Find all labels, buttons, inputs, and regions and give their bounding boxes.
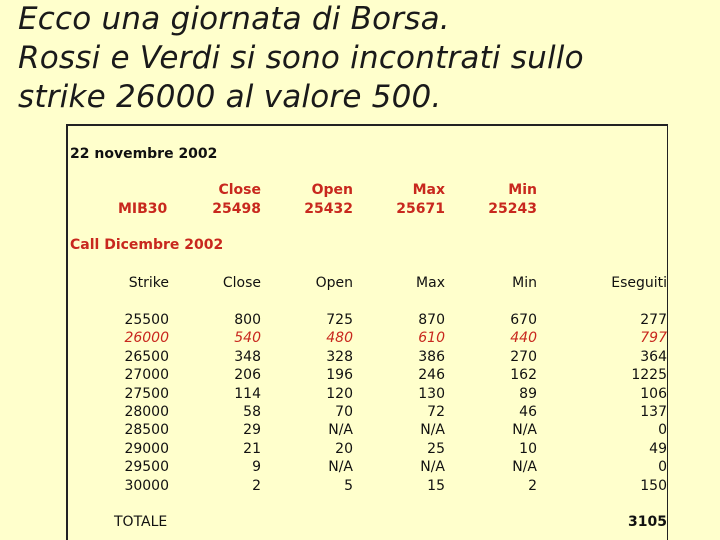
cell-max: 25: [427, 440, 445, 457]
title-line-3: strike 26000 al valore 500.: [18, 79, 442, 115]
cell-eseguiti: 797: [640, 330, 667, 347]
cell-eseguiti: 277: [640, 312, 667, 328]
cell-min: 10: [519, 440, 537, 457]
cell-strike: 28500: [124, 422, 169, 439]
cell-min: 89: [519, 385, 537, 402]
market-data-table: [66, 124, 668, 540]
cell-eseguiti: 0: [658, 422, 667, 439]
column-header-strike: Strike: [128, 275, 169, 291]
cell-open: 725: [326, 312, 353, 328]
cell-max: 130: [418, 385, 445, 402]
index-header-min: Min: [508, 182, 537, 198]
cell-strike: 27500: [124, 385, 169, 402]
cell-open: 20: [335, 440, 353, 457]
cell-strike: 30000: [124, 477, 169, 494]
slide-title: [18, 0, 584, 117]
cell-open: 328: [326, 348, 353, 365]
cell-strike: 29000: [124, 440, 169, 457]
cell-close: 58: [243, 404, 261, 420]
cell-strike: 28000: [124, 404, 169, 420]
cell-close: 348: [234, 348, 261, 365]
cell-open: N/A: [328, 459, 353, 476]
cell-open: 70: [335, 404, 353, 420]
cell-strike: 29500: [124, 459, 169, 476]
index-header-open: Open: [311, 182, 353, 198]
cell-max: 610: [418, 330, 445, 347]
cell-max: N/A: [420, 459, 445, 476]
cell-close: 800: [234, 312, 261, 328]
index-header-close: Close: [218, 182, 261, 198]
column-header-min: Min: [512, 275, 537, 291]
cell-close: 9: [252, 459, 261, 476]
cell-eseguiti: 49: [649, 440, 667, 457]
title-line-2: Rossi e Verdi si sono incontrati sullo: [18, 40, 584, 76]
cell-eseguiti: 364: [640, 348, 667, 365]
index-value-close: 25498: [212, 201, 261, 217]
cell-close: 21: [243, 440, 261, 457]
cell-min: 162: [510, 367, 537, 384]
total-label: TOTALE: [114, 514, 168, 530]
column-header-open: Open: [315, 275, 353, 291]
cell-close: 114: [234, 385, 261, 402]
total-value: 3105: [628, 514, 667, 530]
cell-close: 206: [234, 367, 261, 384]
cell-strike: 26500: [124, 348, 169, 365]
cell-min: 440: [510, 330, 537, 347]
options-title: Call Dicembre 2002: [70, 237, 224, 253]
cell-min: N/A: [512, 422, 537, 439]
index-value-max: 25671: [396, 201, 445, 217]
cell-eseguiti: 137: [640, 404, 667, 420]
cell-strike: 25500: [124, 312, 169, 328]
cell-max: 246: [418, 367, 445, 384]
cell-min: 270: [510, 348, 537, 365]
cell-close: 2: [252, 477, 261, 494]
cell-eseguiti: 1225: [631, 367, 667, 384]
cell-min: 46: [519, 404, 537, 420]
index-name: MIB30: [118, 201, 168, 217]
column-header-eseguiti: Eseguiti: [611, 275, 667, 291]
cell-eseguiti: 150: [640, 477, 667, 494]
cell-max: 72: [427, 404, 445, 420]
cell-min: N/A: [512, 459, 537, 476]
index-value-min: 25243: [488, 201, 537, 217]
cell-open: 196: [326, 367, 353, 384]
column-header-close: Close: [222, 275, 261, 291]
cell-max: N/A: [420, 422, 445, 439]
cell-max: 386: [418, 348, 445, 365]
cell-close: 29: [243, 422, 261, 439]
cell-close: 540: [234, 330, 261, 347]
column-header-max: Max: [416, 275, 445, 291]
cell-eseguiti: 0: [658, 459, 667, 476]
title-line-1: Ecco una giornata di Borsa.: [18, 1, 450, 37]
cell-strike: 26000: [124, 330, 169, 347]
index-value-open: 25432: [304, 201, 353, 217]
cell-max: 15: [427, 477, 445, 494]
cell-open: 120: [326, 385, 353, 402]
cell-min: 2: [528, 477, 537, 494]
index-header-max: Max: [412, 182, 445, 198]
cell-max: 870: [418, 312, 445, 328]
cell-open: 480: [326, 330, 353, 347]
cell-open: N/A: [328, 422, 353, 439]
date-label: 22 novembre 2002: [70, 146, 218, 162]
cell-eseguiti: 106: [640, 385, 667, 402]
cell-min: 670: [510, 312, 537, 328]
cell-strike: 27000: [124, 367, 169, 384]
cell-open: 5: [344, 477, 353, 494]
